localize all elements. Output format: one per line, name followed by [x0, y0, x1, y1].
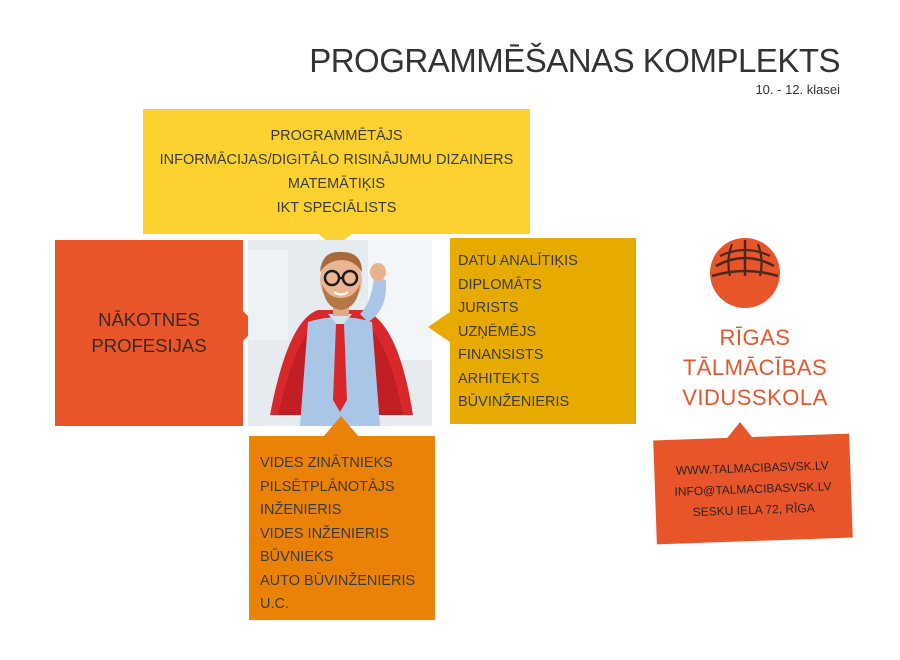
- list-item: DIPLOMĀTS: [458, 276, 542, 293]
- superhero-man-photo: [248, 240, 432, 426]
- future-professions-line1: NĀKOTNES: [98, 309, 200, 330]
- list-item: PROGRAMMĒTĀJS: [270, 127, 403, 144]
- future-professions-box: [55, 240, 243, 426]
- list-item: MATEMĀTIĶIS: [287, 175, 386, 192]
- list-item: VIDES ZINĀTNIEKS: [260, 455, 393, 471]
- school-name-line2: TĀLMĀCĪBAS: [682, 355, 828, 380]
- list-item: IKT SPECIĀLISTS: [276, 199, 397, 216]
- list-item: AUTO BŪVINŽENIERIS: [260, 572, 416, 589]
- email-link[interactable]: INFO@TALMACIBASVSK.LV: [674, 478, 832, 499]
- list-item: INFORMĀCIJAS/DIGITĀLO RISINĀJUMU DIZAINERS: [159, 151, 514, 168]
- list-item: BŪVINŽENIERIS: [458, 394, 570, 410]
- school-name-line3: VIDUSSKOLA: [682, 385, 828, 410]
- bottom-professions-box: [249, 436, 435, 620]
- right-professions-box: [450, 238, 636, 424]
- future-professions-line2: PROFESIJAS: [91, 335, 207, 356]
- list-item: JURISTS: [458, 300, 519, 316]
- top-professions-box: [143, 109, 530, 234]
- page-title: PROGRAMMĒŠANAS KOMPLEKTS: [309, 42, 840, 79]
- page-subtitle: 10. - 12. klasei: [755, 82, 840, 97]
- arrow-left-icon: [428, 312, 450, 342]
- list-item: BŪVNIEKS: [260, 549, 334, 565]
- arrow-up-icon: [323, 416, 359, 437]
- school-name-line1: RĪGAS: [719, 325, 791, 350]
- list-item: PILSĒTPLĀNOTĀJS: [260, 478, 395, 495]
- list-item: U.C.: [260, 596, 289, 612]
- globe-icon: [708, 236, 782, 310]
- contact-box: [653, 434, 853, 545]
- list-item: INŽENIERIS: [260, 502, 342, 518]
- school-name: [655, 323, 855, 413]
- list-item: DATU ANALĪTIĶIS: [458, 253, 578, 269]
- address-text: SESKU IELA 72, RĪGA: [692, 500, 815, 519]
- list-item: ARHITEKTS: [458, 370, 540, 387]
- list-item: FINANSISTS: [458, 347, 544, 363]
- superhero-man-illustration: [248, 240, 432, 426]
- list-item: VIDES INŽENIERIS: [260, 525, 389, 542]
- website-link[interactable]: WWW.TALMACIBASVSK.LV: [675, 457, 829, 478]
- list-item: UZŅĒMĒJS: [458, 323, 537, 340]
